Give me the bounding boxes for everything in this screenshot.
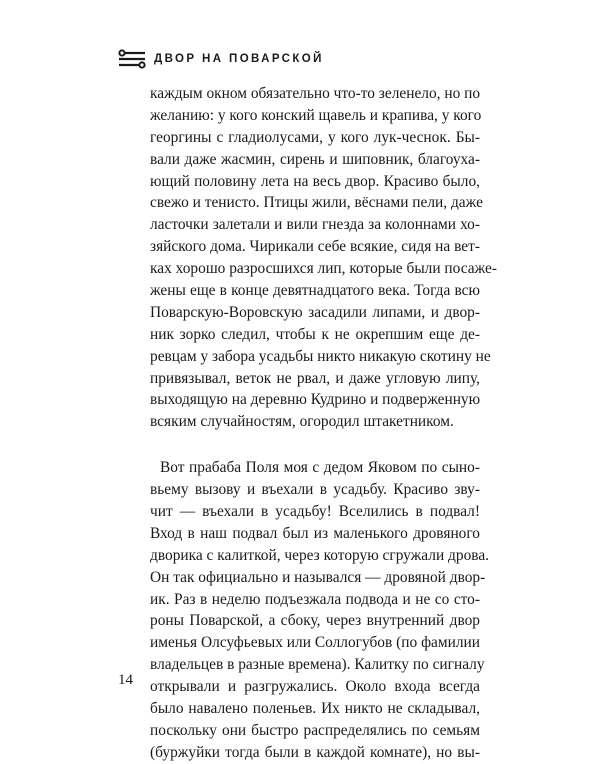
text-line: ющий половину лета на весь двор. Красиво было, xyxy=(150,172,480,190)
running-head-title: ДВОР НА ПОВАРСКОЙ xyxy=(154,53,324,65)
text-line: чит — въехали в усадьбу! Вселились в подвал! xyxy=(150,503,480,521)
text-line: желанию: у кого конский щавель и крапива, у кого xyxy=(150,106,482,124)
text-line: открывали и разгружались. Около входа всегда xyxy=(150,678,480,696)
text-line: было навалено поленьев. Их никто не складывал, xyxy=(150,700,480,718)
text-line: поскольку они быстро распределялись по семьям xyxy=(150,721,480,739)
text-line: Вход в наш подвал был из маленького дровяного xyxy=(150,524,480,542)
text-line: именья Олсуфьевых или Соллогубов (по фамилии xyxy=(150,634,480,652)
text-line: роны Поварской, а сбоку, через внутренний двор xyxy=(150,612,480,630)
body-text xyxy=(150,83,497,764)
text-line: Он так официально и назывался — дровяной двор- xyxy=(150,568,486,586)
text-line: жены еще в конце девятнадцатого века. Тогда всю xyxy=(150,282,480,300)
running-header xyxy=(118,47,324,71)
text-line: ник зорко следил, чтобы к не окрепшим еще де- xyxy=(150,325,480,343)
text-line: свежо и тенисто. Птицы жили, вёснами пели, даже xyxy=(150,194,483,212)
text-line: каждым окном обязательно что-то зеленело, но по xyxy=(150,85,481,102)
text-line: владельцев в разные времена). Калитку по сигналу xyxy=(150,656,485,674)
text-line: ках хорошо разросшихся лип, которые были посаже- xyxy=(150,260,497,278)
text-line: георгины с гладиолусами, у кого лук-чеснок. Бы- xyxy=(150,128,480,146)
text-line: выходящую на деревню Кудрино и подверженную xyxy=(150,391,481,409)
text-line: Поварскую-Воровскую засадили липами, и двор- xyxy=(150,303,480,321)
text-line: ик. Раз в неделю подъезжала подвода и не со сто- xyxy=(150,590,480,608)
text-line: вьему вызову и въехали в усадьбу. Красиво зву- xyxy=(150,481,480,499)
text-line: привязывал, веток не рвал, и даже угловую липу, xyxy=(150,369,480,387)
text-line: Вот прабаба Поля моя с дедом Яковом по сыно- xyxy=(160,459,480,477)
paragraph-2 xyxy=(150,457,490,763)
text-line: вали даже жасмин, сирень и шиповник, благоуха- xyxy=(150,150,480,168)
page-number: 14 xyxy=(118,672,133,688)
text-line: ревцам у забора усадьбы никто никакую скотину не xyxy=(150,347,491,365)
wave-lines-ornament-icon xyxy=(118,48,146,70)
text-line: зяйского дома. Чирикали себе всякие, сидя на вет- xyxy=(150,238,480,256)
paragraph-1 xyxy=(150,83,497,433)
text-line: ласточки залетали и вили гнезда за колоннами хо- xyxy=(150,216,480,234)
text-line: всяким случайностям, огородил штакетником. xyxy=(150,413,454,431)
text-line: (буржуйки тогда были в каждой комнате), но вы- xyxy=(150,743,480,761)
text-line: дворика с калиткой, через которую сгружали дрова. xyxy=(150,546,490,564)
